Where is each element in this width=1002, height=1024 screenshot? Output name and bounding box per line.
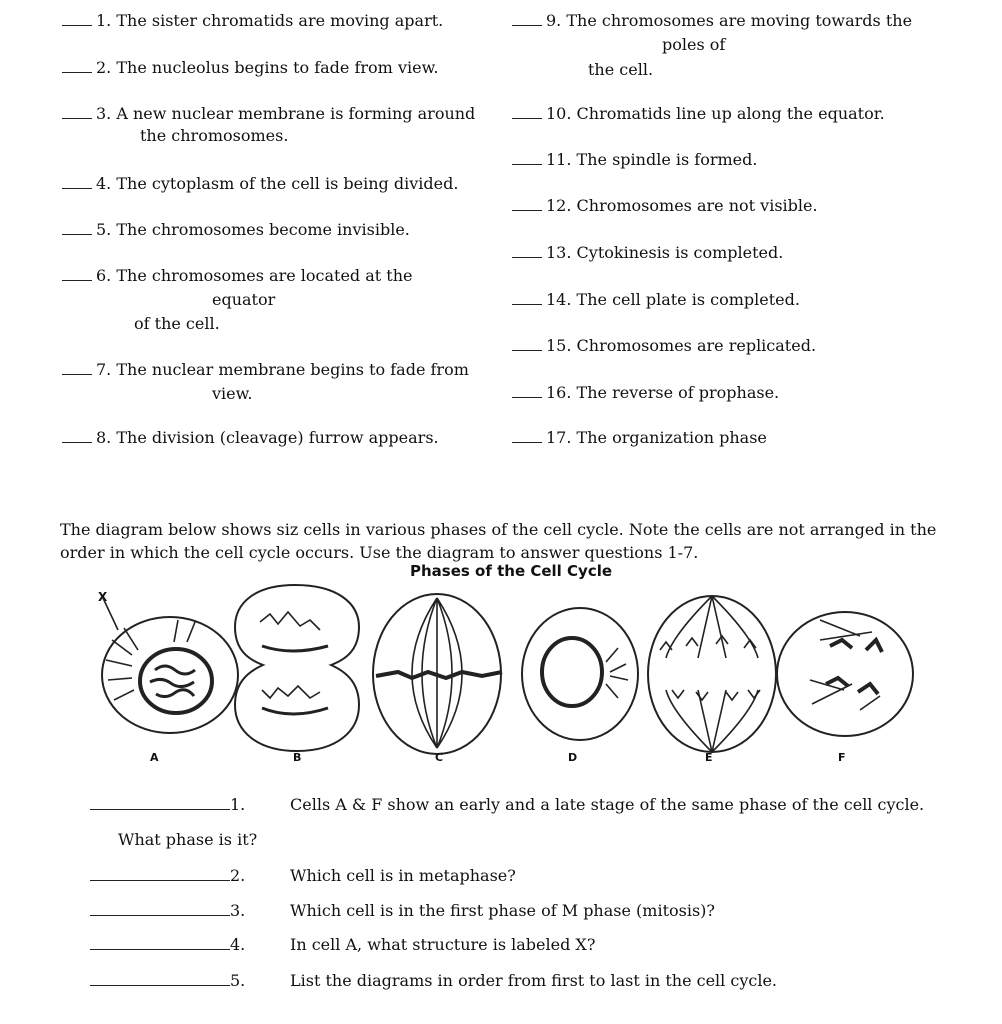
cell-cycle-diagram: [0, 580, 1002, 760]
question-number: 10.: [546, 104, 572, 123]
answer-blank[interactable]: [62, 428, 92, 443]
question-text: Cytokinesis is completed.: [576, 243, 784, 262]
answer-blank[interactable]: [512, 243, 542, 258]
answer-blank[interactable]: [512, 196, 542, 211]
question-text: The nucleolus begins to fade from view.: [116, 58, 439, 77]
question-number: 12.: [546, 196, 572, 215]
cell-label-d: D: [568, 751, 578, 764]
cell-label-a: A: [150, 751, 159, 764]
cell-label-c: C: [435, 751, 444, 764]
cell-b-drawing: [235, 585, 359, 751]
question-number: 6.: [96, 266, 112, 285]
question-text: The cytoplasm of the cell is being divided.: [116, 174, 459, 193]
question-number: 4.: [96, 174, 112, 193]
answer-blank[interactable]: [512, 150, 542, 165]
question-number: 3.: [230, 901, 246, 920]
diagram-title: Phases of the Cell Cycle: [410, 562, 613, 580]
question-text: The chromosomes are moving towards the: [566, 11, 913, 30]
question-number: 1.: [96, 11, 112, 30]
question-8: [62, 428, 439, 448]
question-number: 15.: [546, 336, 572, 355]
question-7: [62, 360, 469, 380]
question-number: 7.: [96, 360, 112, 379]
answer-blank[interactable]: [512, 336, 542, 351]
question-text: The cell plate is completed.: [576, 290, 800, 309]
question-14: [512, 290, 800, 310]
question-16: [512, 383, 779, 403]
question-10: [512, 104, 885, 124]
question-5: [62, 220, 410, 240]
question-3: [62, 104, 475, 124]
question-9-continued-2: the cell.: [588, 60, 654, 79]
diagram-question-2: [90, 866, 516, 886]
question-text: In cell A, what structure is labeled X?: [290, 935, 596, 954]
answer-blank[interactable]: [512, 428, 542, 443]
question-6-continued: equator: [212, 290, 276, 309]
cell-label-e: E: [705, 751, 713, 764]
answer-blank[interactable]: [62, 174, 92, 189]
diagram-question-4: [90, 935, 595, 955]
question-text: The organization phase: [576, 428, 767, 447]
question-text: The chromosomes become invisible.: [116, 220, 410, 239]
question-text: Which cell is in the first phase of M phase (mitosis)?: [290, 901, 715, 920]
question-text: Cells A & F show an early and a late stage of the same phase of the cell cycle.: [290, 795, 925, 814]
question-4: [62, 174, 458, 194]
question-12: [512, 196, 818, 216]
question-number: 17.: [546, 428, 572, 447]
question-number: 8.: [96, 428, 112, 447]
answer-blank[interactable]: [512, 290, 542, 305]
question-text: The division (cleavage) furrow appears.: [116, 428, 439, 447]
answer-blank[interactable]: [62, 360, 92, 375]
question-number: 5.: [230, 971, 246, 990]
diagram-question-5: [90, 971, 777, 991]
answer-blank[interactable]: [90, 935, 230, 950]
question-number: 4.: [230, 935, 246, 954]
question-number: 3.: [96, 104, 112, 123]
question-11: [512, 150, 757, 170]
question-text: The spindle is formed.: [576, 150, 758, 169]
question-number: 5.: [96, 220, 112, 239]
question-text: The sister chromatids are moving apart.: [116, 11, 444, 30]
question-number: 1.: [230, 795, 246, 814]
question-number: 2.: [96, 58, 112, 77]
question-7-continued: view.: [212, 384, 253, 403]
question-text: The reverse of prophase.: [576, 383, 780, 402]
question-9: [512, 11, 912, 31]
question-1: [62, 11, 443, 31]
label-x: X: [98, 590, 108, 604]
question-number: 2.: [230, 866, 246, 885]
answer-blank[interactable]: [90, 901, 230, 916]
question-text: A new nuclear membrane is forming around: [116, 104, 476, 123]
question-9-continued: poles of: [662, 35, 726, 54]
question-text: The nuclear membrane begins to fade from: [116, 360, 469, 379]
question-number: 16.: [546, 383, 572, 402]
question-6-continued-2: of the cell.: [134, 314, 220, 333]
cell-e-drawing: [648, 596, 776, 752]
question-6: [62, 266, 413, 286]
cell-f-drawing: [777, 612, 913, 736]
question-text: Chromatids line up along the equator.: [576, 104, 885, 123]
answer-blank[interactable]: [512, 11, 542, 26]
question-number: 9.: [546, 11, 562, 30]
diagram-question-3: [90, 901, 715, 921]
question-3-continued: the chromosomes.: [140, 126, 289, 145]
answer-blank[interactable]: [512, 383, 542, 398]
diagram-question-1-continued: What phase is it?: [118, 830, 258, 849]
instructions-paragraph: The diagram below shows siz cells in various phases of the cell cycle. Note the cells are not arranged in the order in which the cell cycle occurs. Use the diagram to answer questions 1-7.: [60, 520, 937, 562]
cell-d-drawing: [522, 608, 638, 740]
answer-blank[interactable]: [90, 866, 230, 881]
cell-a-drawing: [102, 598, 238, 733]
question-2: [62, 58, 438, 78]
answer-blank[interactable]: [62, 220, 92, 235]
question-text: Chromosomes are not visible.: [576, 196, 818, 215]
question-text: Chromosomes are replicated.: [576, 336, 817, 355]
question-number: 14.: [546, 290, 572, 309]
answer-blank[interactable]: [90, 795, 230, 810]
question-15: [512, 336, 816, 356]
question-text: List the diagrams in order from first to last in the cell cycle.: [290, 971, 778, 990]
answer-blank[interactable]: [62, 104, 92, 119]
cell-label-b: B: [293, 751, 302, 764]
answer-blank[interactable]: [512, 104, 542, 119]
cell-c-drawing: [373, 594, 502, 754]
question-13: [512, 243, 783, 263]
question-text: Which cell is in metaphase?: [290, 866, 516, 885]
question-17: [512, 428, 767, 448]
question-number: 11.: [546, 150, 572, 169]
cell-label-f: F: [838, 751, 846, 764]
question-number: 13.: [546, 243, 572, 262]
answer-blank[interactable]: [62, 266, 92, 281]
answer-blank[interactable]: [90, 971, 230, 986]
answer-blank[interactable]: [62, 11, 92, 26]
answer-blank[interactable]: [62, 58, 92, 73]
question-text: The chromosomes are located at the: [116, 266, 413, 285]
diagram-question-1: [90, 795, 924, 815]
